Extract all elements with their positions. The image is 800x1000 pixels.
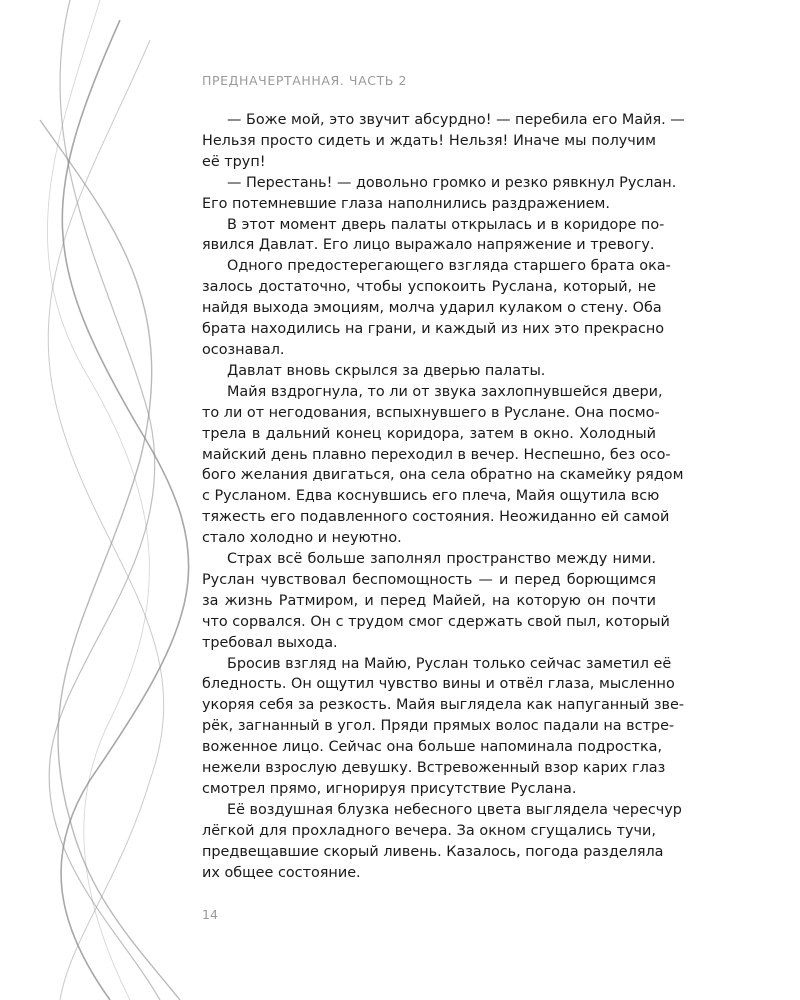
text-line: найдя выхода эмоциям, молча ударил кулаком о стену. Оба <box>202 300 662 317</box>
text-line: лёгкой для прохладного вечера. За окном сгущались тучи, <box>202 822 656 839</box>
paragraph <box>202 654 685 800</box>
text-line: брата находились на грани, и каждый из них это прекрасно <box>202 321 665 338</box>
text-line: бого желания двигаться, она села обратно на скамейку рядом <box>202 467 684 484</box>
text-line: смотрел прямо, игнорируя присутствие Руслана. <box>202 781 577 797</box>
paragraph <box>202 256 671 361</box>
text-line: Нельзя просто сидеть и ждать! Нельзя! Иначе мы получим <box>202 132 656 149</box>
body-text <box>202 110 685 884</box>
text-line: рёк, загнанный в угол. Пряди прямых волос падали на встре- <box>202 718 675 735</box>
text-line: трела в дальний конец коридора, затем в окно. Холодный <box>202 425 656 442</box>
text-line: бледность. Он ощутил чувство вины и отвёл глаза, мысленно <box>202 676 675 693</box>
ornament-curve <box>49 0 160 1000</box>
text-line: предвещавшие скорый ливень. Казалось, погода разделяла <box>202 843 664 860</box>
paragraph <box>202 215 665 257</box>
text-line: требовал выхода. <box>202 634 338 651</box>
running-head: ПРЕДНАЧЕРТАННАЯ. ЧАСТЬ 2 <box>202 73 408 88</box>
paragraph <box>202 361 656 382</box>
text-line: с Русланом. Едва коснувшись его плеча, Майя ощутила всю <box>202 488 660 505</box>
text-line: за жизнь Ратмиром, и перед Майей, на которую он почти <box>202 592 656 609</box>
text-line: нежели взрослую девушку. Встревоженный взор карих глаз <box>202 760 666 777</box>
paragraph <box>202 382 684 549</box>
text-line: то ли от негодования, вспыхнувшего в Руслане. Она посмо- <box>202 404 660 421</box>
text-line: Страх всё больше заполнял пространство между ними. <box>227 551 656 568</box>
text-line: Его потемневшие глаза наполнились раздражением. <box>202 195 610 212</box>
text-line: Бросив взгляд на Майю, Руслан только сейчас заметил её <box>227 655 672 672</box>
paragraph <box>202 549 670 654</box>
paragraph <box>202 800 682 884</box>
text-line: осознавал. <box>202 341 285 358</box>
wavy-lines-ornament <box>0 0 220 1000</box>
text-line: укоряя себя за резкость. Майя выглядела как напуганный зве- <box>202 697 685 714</box>
text-line: явился Давлат. Его лицо выражало напряжение и тревогу. <box>202 237 655 254</box>
text-line: их общее состояние. <box>202 864 361 881</box>
text-line: — Перестань! — довольно громко и резко рявкнул Руслан. <box>227 174 677 191</box>
text-line: Одного предостерегающего взгляда старшего брата ока- <box>227 258 671 275</box>
paragraph <box>202 173 677 215</box>
text-line: стало холодно и неуютно. <box>202 530 402 547</box>
text-line: залось достаточно, чтобы успокоить Руслана, который, не <box>202 279 656 296</box>
text-line: Давлат вновь скрылся за дверью палаты. <box>227 362 546 379</box>
text-line: Руслан чувствовал беспомощность — и перед борющимся <box>202 571 656 588</box>
text-line: что сорвался. Он с трудом смог сдержать свой пыл, который <box>202 613 670 630</box>
text-line: воженное лицо. Сейчас она больше напоминала подростка, <box>202 739 663 756</box>
text-line: тяжесть его подавленного состояния. Неожиданно ей самой <box>202 509 670 526</box>
text-line: её труп! <box>202 153 266 170</box>
text-line: майский день плавно переходил в вечер. Неспешно, без осо- <box>202 446 671 463</box>
text-line: Майя вздрогнула, то ли от звука захлопнувшейся двери, <box>227 383 663 400</box>
paragraph <box>202 110 685 173</box>
text-line: В этот момент дверь палаты открылась и в коридоре по- <box>227 216 665 233</box>
text-line: Её воздушная блузка небесного цвета выглядела чересчур <box>227 801 682 818</box>
text-line: — Боже мой, это звучит абсурдно! — перебила его Майя. — <box>227 112 685 128</box>
page-number: 14 <box>202 907 218 922</box>
